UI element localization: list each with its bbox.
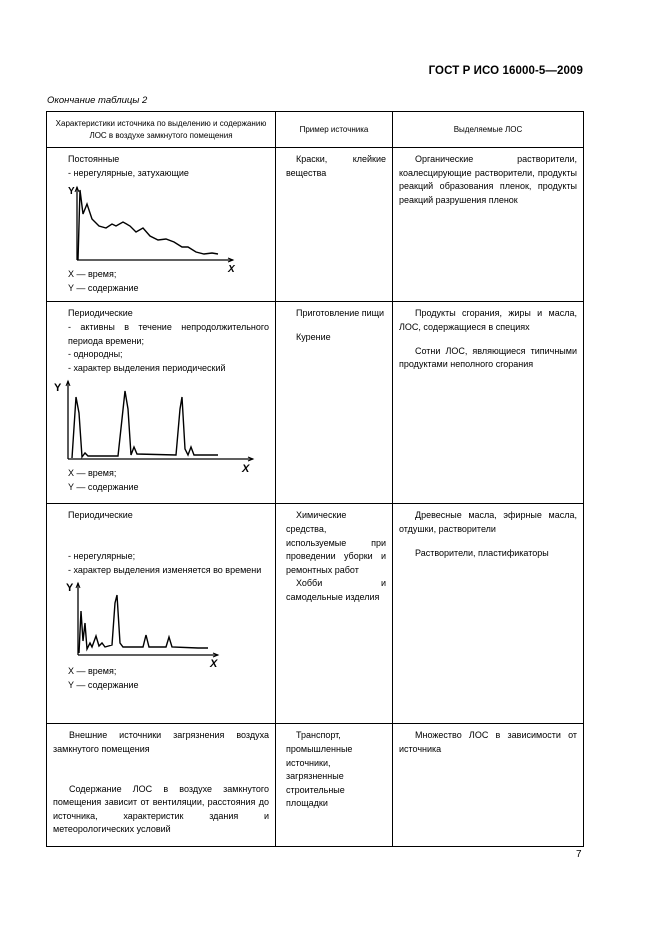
x-axis-label: X — [210, 658, 218, 671]
row4-emitted-voc: Множество ЛОС в зависимости от источника — [393, 724, 584, 847]
table-caption: Окончание таблицы 2 — [47, 95, 148, 106]
document-code: ГОСТ Р ИСО 16000-5—2009 — [428, 65, 583, 77]
row4-note: Содержание ЛОС в воздухе замкнутого помещения зависит от вентиляции, расстояния до источника, характеристик здания и метеорологических условий — [53, 783, 269, 835]
row1-title: Постоянные — [68, 154, 120, 164]
row2-legend-x: X — время; — [68, 468, 117, 479]
x-axis-label: X — [242, 463, 250, 476]
y-axis-label: Y — [54, 382, 62, 395]
row3-characteristics — [47, 504, 276, 724]
row4-characteristics — [47, 724, 276, 847]
row2-subitem: - однородны; — [68, 349, 123, 360]
table-row — [47, 148, 584, 302]
row1-subitem: - нерегулярные, затухающие — [68, 167, 189, 178]
row4-title: Внешние источники загрязнения воздуха замкнутого помещения — [53, 730, 269, 754]
emission-curve — [78, 190, 218, 260]
x-axis-label: X — [228, 264, 235, 276]
row2-title: Периодические — [68, 308, 133, 319]
row4-source-example: Транспорт, промышленные источники, загрязненные строительные площадки — [276, 724, 393, 847]
row3-subitem: - нерегулярные; — [68, 550, 136, 561]
row3-subitem: - характер выделения изменяется во времени — [68, 564, 262, 575]
row3-source-example: Химические средства, используемые при проведении уборки и ремонтных работ Хобби и самодельные изделия — [276, 504, 393, 724]
header-emitted-voc: Выделяемые ЛОС — [393, 112, 584, 148]
row3-legend-x: X — время; — [68, 666, 117, 677]
row2-characteristics — [47, 302, 276, 504]
row2-source-example: Приготовление пищи Курение — [276, 302, 393, 504]
irregular-curve — [79, 595, 208, 653]
y-axis-label: Y — [66, 582, 74, 595]
table-row — [47, 504, 584, 724]
table-row — [47, 724, 584, 847]
row1-emitted-voc: Органические растворители, коалесцирующие растворители, продукты реакций образования пленок, продукты реакций разрушения пленок — [393, 148, 584, 302]
row1-characteristics — [47, 148, 276, 302]
row3-emitted-voc: Древесные масла, эфирные масла, отдушки, растворители Растворители, пластификаторы — [393, 504, 584, 724]
irregular-periodic-emission-chart — [66, 581, 268, 671]
table-header-row — [47, 112, 584, 148]
y-axis-label: Y — [68, 186, 75, 198]
header-source-example: Пример источника — [276, 112, 393, 148]
row1-legend-y: Y — содержание — [68, 282, 139, 293]
periodic-curve — [72, 391, 218, 458]
row1-source-example: Краски, клейкие вещества — [276, 148, 393, 302]
row3-legend-y: Y — содержание — [68, 679, 139, 690]
row1-legend-x: X — время; — [68, 269, 117, 280]
page-number: 7 — [576, 849, 582, 860]
table-row — [47, 302, 584, 504]
row2-emitted-voc: Продукты сгорания, жиры и масла, ЛОС, содержащиеся в специях Сотни ЛОС, являющиеся типичными продуктами неполного сгорания — [393, 302, 584, 504]
emission-sources-table — [46, 111, 584, 847]
header-characteristics: Характеристики источника по выделению и содержанию ЛОС в воздухе замкнутого помещения — [47, 112, 276, 148]
row2-subitem: - активны в течение непродолжительного периода времени; — [68, 321, 269, 346]
row3-title: Периодические — [68, 510, 133, 521]
row2-subitem: - характер выделения периодический — [68, 362, 226, 373]
row2-legend-y: Y — содержание — [68, 481, 139, 492]
